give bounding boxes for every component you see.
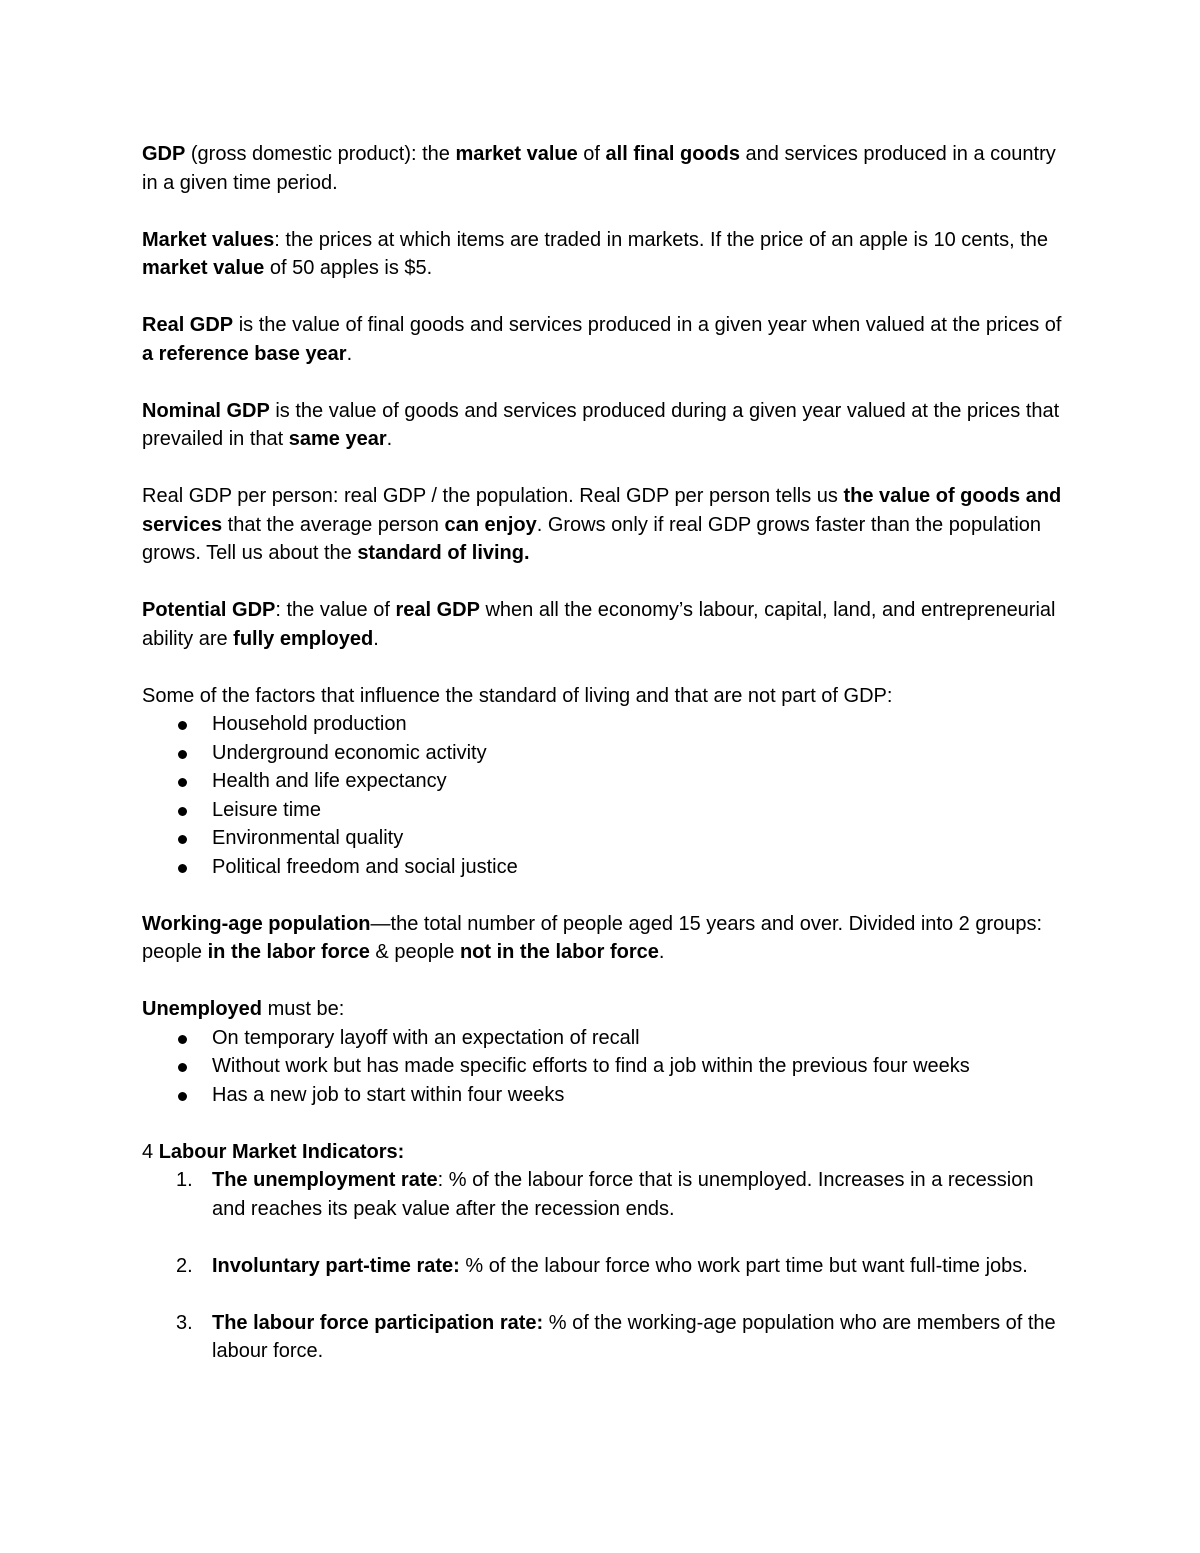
list-item [142,767,1062,796]
working-age-bold-1: in the labor force [207,941,370,963]
nominal-gdp-bold-1: same year [288,428,387,450]
indicators-list [142,1166,1062,1366]
list-item [142,1081,1062,1110]
gdp-text-1: (gross domestic product): the [185,143,456,165]
indicator-text: % of the labour force who work part time but want full-time jobs. [459,1254,1028,1277]
bullet-icon [178,721,187,730]
working-age-text-1: —the total number of people aged 15 years and over. Divided into 2 groups: people [142,912,1043,963]
rgpp-text-2: that the average person [222,513,445,536]
potential-gdp-term: Potential GDP [142,599,276,621]
market-values-text-2: of 50 apples is $5. [264,257,433,279]
unemployed-text-1: must be: [262,998,345,1020]
list-item-text: Without work but has made specific efforts to find a job within the previous four weeks [212,1055,970,1077]
list-item-text: Underground economic activity [212,741,487,764]
list-item-text: Political freedom and social justice [212,855,518,878]
rgpp-text-1: Real GDP per person: real GDP / the population. Real GDP per person tells us [142,485,844,507]
market-values-definition [142,226,1062,283]
real-gdp-per-person-definition [142,482,1062,568]
bullet-icon [178,1092,187,1101]
list-item [142,1052,1062,1081]
indicator-text: % of the working-age population who are members of the labour force. [212,1311,1056,1362]
gdp-definition [142,140,1062,197]
potential-gdp-bold-1: real GDP [395,599,480,621]
list-number: 2. [176,1254,193,1277]
list-item [142,710,1062,739]
unemployed-list [142,1024,1062,1110]
unemployed-intro [142,995,1062,1024]
bullet-icon [178,1063,187,1072]
bullet-icon [178,835,187,844]
gdp-term: GDP [142,143,186,165]
real-gdp-term: Real GDP [142,314,234,336]
indicators-heading [142,1138,1062,1167]
list-item [142,1024,1062,1053]
list-item-text: Leisure time [212,798,321,821]
rgpp-bold-2: can enjoy [444,513,537,536]
indicators-heading-text: Labour Market Indicators: [158,1140,405,1163]
working-age-term: Working-age population [142,912,371,935]
list-item-text: Environmental quality [212,827,404,849]
real-gdp-bold-1: a reference base year [142,342,347,365]
gdp-bold-1: market value [455,143,578,165]
rgpp-text-3: . Grows only if real GDP grows faster than the population grows. Tell us about the [142,513,1042,564]
nominal-gdp-definition [142,397,1062,454]
gdp-bold-2: all final goods [605,143,740,165]
list-number: 1. [176,1169,193,1191]
indicator-term: Involuntary part-time rate: [212,1254,460,1277]
real-gdp-text-2: . [346,342,353,365]
nominal-gdp-text-2: . [386,428,393,450]
list-item [142,796,1062,825]
real-gdp-text-1: is the value of final goods and services produced in a given year when valued at the prices of [233,314,1062,336]
list-item [142,824,1062,853]
potential-gdp-definition [142,596,1062,653]
document-page [142,140,1062,1394]
gdp-text-2: of [577,143,606,165]
indicator-term: The unemployment rate [212,1169,438,1191]
rgpp-bold-1: the value of goods and services [142,485,1062,536]
market-values-text-1: : the prices at which items are traded in markets. If the price of an apple is 10 cents, the [274,228,1049,251]
list-item-text: Household production [212,713,407,735]
market-values-term: Market values [142,228,275,251]
indicator-text: : % of the labour force that is unemployed. Increases in a recession and reaches its peak value after the recession ends. [212,1169,1034,1220]
potential-gdp-text-2: when all the economy’s labour, capital, land, and entrepreneurial ability are [142,599,1056,650]
list-number: 3. [176,1311,193,1334]
list-item-text: Health and life expectancy [212,770,447,792]
indicator-term: The labour force participation rate: [212,1311,544,1334]
list-item-text: On temporary layoff with an expectation of recall [212,1026,640,1049]
bullet-icon [178,864,187,873]
list-item-text: Has a new job to start within four weeks [212,1083,565,1106]
working-age-text-3: . [658,941,665,963]
potential-gdp-text-1: : the value of [275,599,396,621]
list-item [142,739,1062,768]
bullet-icon [178,807,187,816]
nominal-gdp-text-1: is the value of goods and services produced during a given year valued at the prices that prevailed in that [142,399,1060,450]
factors-list [142,710,1062,881]
gdp-text-3: and services produced in a country in a given time period. [142,143,1056,194]
nominal-gdp-term: Nominal GDP [142,399,270,422]
market-values-bold-1: market value [142,257,265,279]
potential-gdp-bold-2: fully employed [233,627,374,650]
real-gdp-definition [142,311,1062,368]
working-age-text-2: & people [369,941,460,963]
working-age-bold-2: not in the labor force [459,941,659,963]
bullet-icon [178,750,187,759]
rgpp-bold-3: standard of living. [357,542,530,564]
potential-gdp-text-3: . [373,627,379,650]
unemployed-term: Unemployed [142,998,263,1020]
working-age-definition [142,910,1062,967]
list-item [142,853,1062,882]
list-item [142,1166,1062,1223]
list-item [142,1252,1062,1281]
indicators-prefix: 4 [142,1140,159,1163]
bullet-icon [178,778,187,787]
bullet-icon [178,1035,187,1044]
list-item [142,1309,1062,1366]
factors-intro: Some of the factors that influence the standard of living and that are not part of GDP: [142,684,893,707]
